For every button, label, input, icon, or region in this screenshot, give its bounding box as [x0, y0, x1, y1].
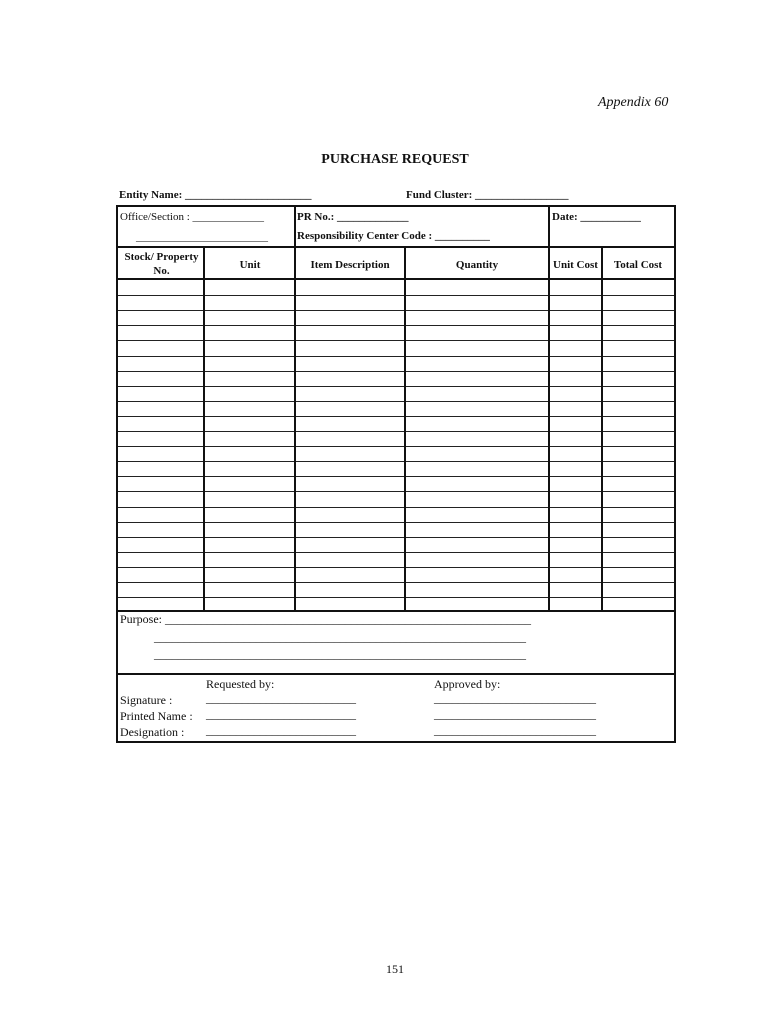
col-header-quantity: Quantity [455, 259, 499, 271]
col-header-stock-line1: Stock/ Property [124, 251, 199, 263]
approved-signature-field[interactable]: ___________________________ [434, 691, 596, 705]
table-row-line [118, 371, 674, 372]
table-row-line [118, 325, 674, 326]
column-divider [548, 247, 550, 611]
col-header-unit-cost: Unit Cost [553, 259, 598, 271]
col-header-stock [118, 250, 205, 278]
purpose-line-3[interactable]: ______________________________________________________________ [154, 647, 526, 661]
printed-name-label: Printed Name : [120, 709, 193, 723]
page-number: 151 [386, 962, 404, 976]
requested-by-label: Requested by: [206, 677, 275, 691]
table-row-line [118, 356, 674, 357]
column-divider [294, 247, 296, 611]
date-field[interactable]: Date: ___________ [552, 211, 641, 223]
divider [118, 246, 674, 248]
purchase-request-form [116, 205, 676, 743]
requested-printed-name-field[interactable]: _________________________ [206, 707, 356, 721]
requested-designation-field[interactable]: _________________________ [206, 723, 356, 737]
office-section-line[interactable]: ________________________ [136, 231, 268, 243]
info-divider [548, 207, 550, 247]
purpose-line-2[interactable]: ______________________________________________________________ [154, 630, 526, 644]
table-row-line [118, 416, 674, 417]
table-row-line [118, 295, 674, 296]
table-row-line [118, 431, 674, 432]
table-row-line [118, 340, 674, 341]
table-row-line [118, 461, 674, 462]
table-row-line [118, 537, 674, 538]
office-section-field[interactable]: Office/Section : _____________ [120, 211, 264, 223]
column-divider [601, 247, 603, 611]
col-header-unit: Unit [239, 259, 261, 271]
table-row-line [118, 522, 674, 523]
info-divider [294, 207, 296, 247]
table-row-line [118, 582, 674, 583]
table-row-line [118, 386, 674, 387]
column-divider [404, 247, 406, 611]
approved-by-label: Approved by: [434, 677, 501, 691]
pr-number-field[interactable]: PR No.: _____________ [297, 211, 409, 223]
table-row-line [118, 310, 674, 311]
divider [118, 673, 674, 675]
table-row-line [118, 567, 674, 568]
purpose-line-1[interactable]: Purpose: _____________________________________________________________ [120, 612, 531, 626]
table-row-line [118, 476, 674, 477]
responsibility-center-field[interactable]: Responsibility Center Code : __________ [297, 230, 490, 242]
table-row-line [118, 401, 674, 402]
col-header-item-description: Item Description [310, 259, 390, 271]
column-divider [203, 247, 205, 611]
entity-name-field[interactable]: Entity Name: _______________________ [119, 189, 312, 201]
designation-label: Designation : [120, 725, 185, 739]
table-row-line [118, 552, 674, 553]
appendix-label: Appendix 60 [598, 95, 669, 110]
form-title: PURCHASE REQUEST [321, 152, 469, 167]
table-row-line [118, 491, 674, 492]
approved-printed-name-field[interactable]: ___________________________ [434, 707, 596, 721]
col-header-total-cost: Total Cost [613, 259, 663, 271]
table-row-line [118, 507, 674, 508]
requested-signature-field[interactable]: _________________________ [206, 691, 356, 705]
col-header-stock-line2: No. [153, 265, 170, 277]
table-row-line [118, 446, 674, 447]
table-row-line [118, 597, 674, 598]
items-table [118, 280, 674, 610]
signature-label: Signature : [120, 693, 173, 707]
fund-cluster-field[interactable]: Fund Cluster: _________________ [406, 189, 569, 201]
approved-designation-field[interactable]: ___________________________ [434, 723, 596, 737]
